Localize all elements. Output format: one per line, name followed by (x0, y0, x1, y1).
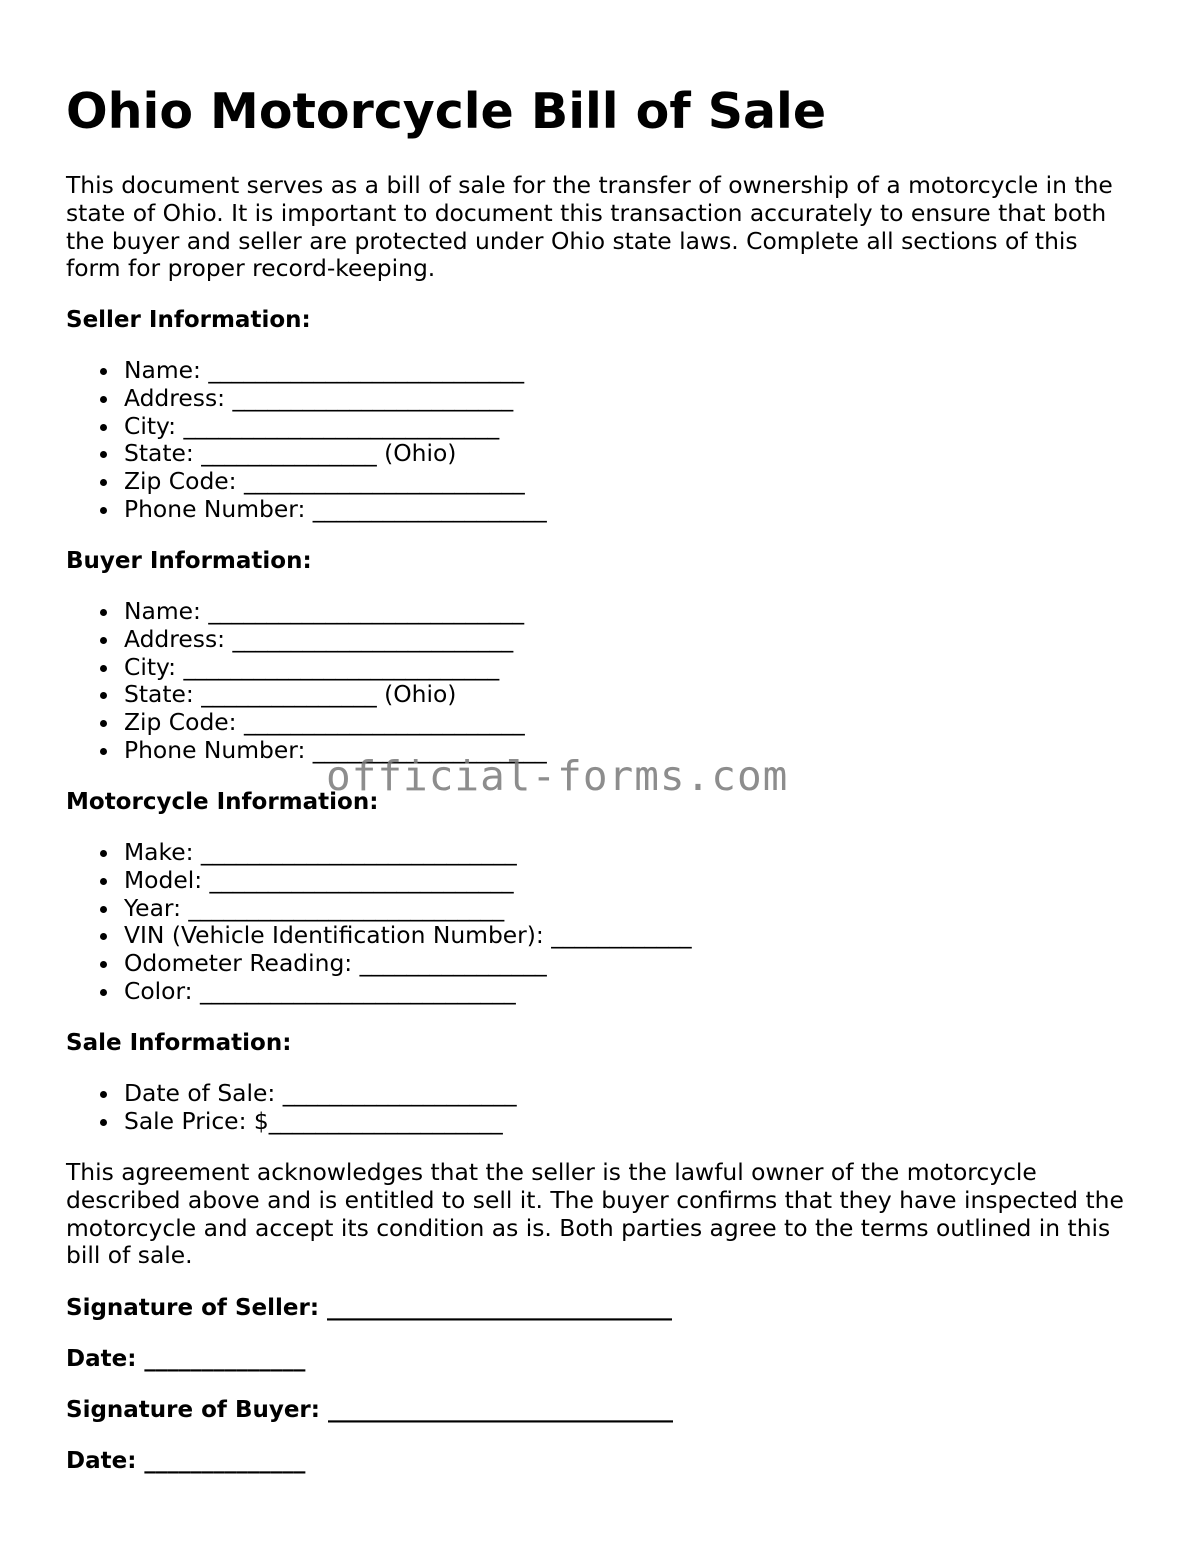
buyer-phone-field[interactable]: Phone Number: ____________________ (66, 737, 547, 765)
seller-name-field[interactable]: Name: ___________________________ (66, 357, 547, 385)
sale-heading: Sale Information: (66, 1030, 292, 1056)
seller-address-field[interactable]: Address: ________________________ (66, 385, 547, 413)
seller-phone-field[interactable]: Phone Number: ____________________ (66, 496, 547, 524)
buyer-name-field[interactable]: Name: ___________________________ (66, 598, 547, 626)
seller-city-field[interactable]: City: ___________________________ (66, 413, 547, 441)
buyer-date-line[interactable]: Date: ______________ (66, 1448, 306, 1474)
buyer-address-field[interactable]: Address: ________________________ (66, 626, 547, 654)
seller-signature-line[interactable]: Signature of Seller: ______________________________ (66, 1295, 673, 1321)
motorcycle-make-field[interactable]: Make: ___________________________ (66, 839, 692, 867)
motorcycle-vin-field[interactable]: VIN (Vehicle Identification Number): ____________ (66, 922, 692, 950)
seller-fields-list (66, 357, 547, 524)
intro-paragraph: This document serves as a bill of sale for the transfer of ownership of a motorcycle in the state of Ohio. It is important to document this transaction accurately to ensure that both the buyer and seller are protected under Ohio state laws. Complete all sections of this form for proper record-keeping. (66, 171, 1113, 283)
buyer-heading: Buyer Information: (66, 548, 312, 574)
buyer-fields-list (66, 598, 547, 765)
sale-price-field[interactable]: Sale Price: $____________________ (66, 1108, 517, 1136)
buyer-city-field[interactable]: City: ___________________________ (66, 654, 547, 682)
motorcycle-fields-list (66, 839, 692, 1006)
seller-date-line[interactable]: Date: ______________ (66, 1346, 306, 1372)
page-title: Ohio Motorcycle Bill of Sale (66, 83, 827, 140)
seller-zip-field[interactable]: Zip Code: ________________________ (66, 468, 547, 496)
motorcycle-color-field[interactable]: Color: ___________________________ (66, 978, 692, 1006)
sale-fields-list (66, 1080, 517, 1136)
buyer-signature-line[interactable]: Signature of Buyer: ______________________________ (66, 1397, 673, 1423)
motorcycle-model-field[interactable]: Model: __________________________ (66, 867, 692, 895)
agreement-paragraph: This agreement acknowledges that the seller is the lawful owner of the motorcycle described above and is entitled to sell it. The buyer confirms that they have inspected the motorcycle and accept its condition as is. Both parties agree to the terms outlined in this bill of sale. (66, 1158, 1124, 1270)
watermark-text: official-forms.com (326, 752, 789, 800)
motorcycle-heading: Motorcycle Information: (66, 789, 379, 815)
sale-date-field[interactable]: Date of Sale: ____________________ (66, 1080, 517, 1108)
seller-state-field[interactable]: State: _______________ (Ohio) (66, 440, 547, 468)
motorcycle-year-field[interactable]: Year: ___________________________ (66, 895, 692, 923)
buyer-state-field[interactable]: State: _______________ (Ohio) (66, 681, 547, 709)
buyer-zip-field[interactable]: Zip Code: ________________________ (66, 709, 547, 737)
motorcycle-odometer-field[interactable]: Odometer Reading: ________________ (66, 950, 692, 978)
seller-heading: Seller Information: (66, 307, 311, 333)
